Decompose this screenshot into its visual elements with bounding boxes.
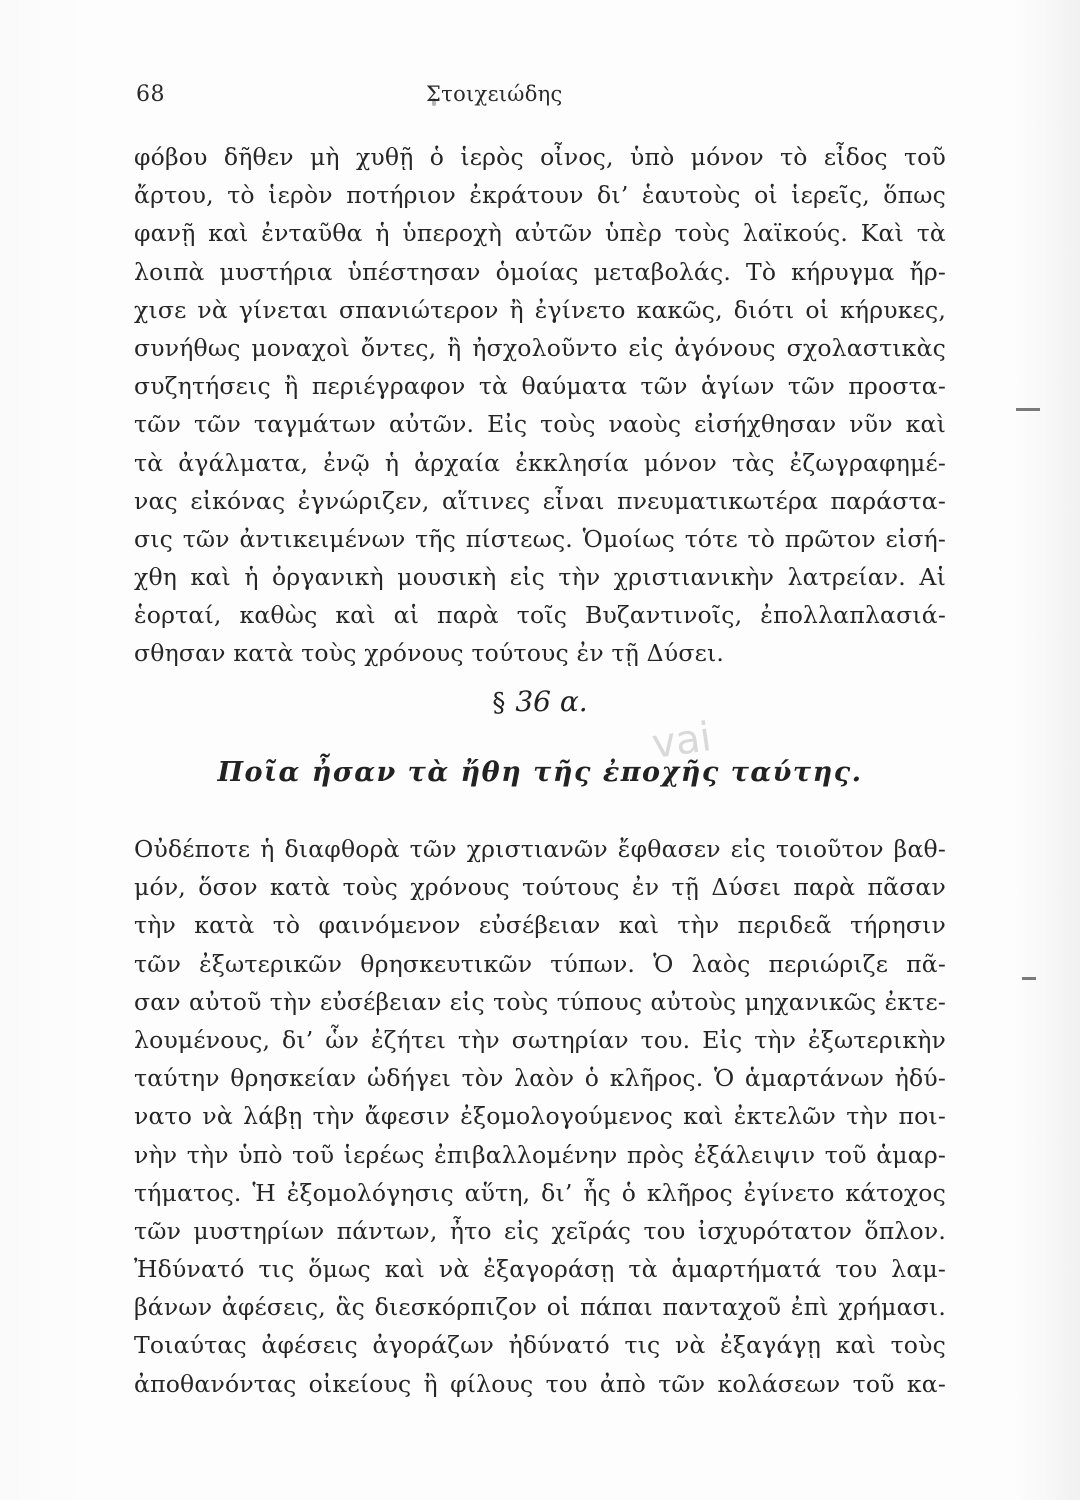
page-number: 68 [136, 82, 165, 107]
text-line: φανῇ καὶ ἐνταῦθα ἡ ὑπεροχὴ αὐτῶν ὑπὲρ τοὺς λαϊκούς. Καὶ τὰ [134, 219, 946, 248]
text-line: τήματος. Ἡ ἐξομολόγησις αὕτη, δι’ ἧς ὁ κλῆρος ἐγίνετο κάτοχος [134, 1178, 946, 1207]
text-line: φόβου δῆθεν μὴ χυθῇ ὁ ἱερὸς οἶνος, ὑπὸ μόνον τὸ εἶδος τοῦ [134, 143, 946, 171]
text-line: χθη καὶ ἡ ὀργανικὴ μουσικὴ εἰς τὴν χριστιανικὴν λατρείαν. Αἱ [134, 563, 946, 592]
paragraph-2 [134, 830, 946, 1403]
text-line: τὴν κατὰ τὸ φαινόμενον εὐσέβειαν καὶ τὴν περιδεᾶ τήρησιν [134, 911, 946, 940]
paragraph-1 [134, 138, 946, 673]
section-title: Ποῖα ἦσαν τὰ ἤθη τῆς ἐποχῆς ταύτης. [217, 757, 863, 788]
text-line: σθησαν κατὰ τοὺς χρόνους τούτους ἐν τῇ Δύσει. [134, 639, 725, 668]
text-line: νατο νὰ λάβῃ τὴν ἄφεσιν ἐξομολογούμενος καὶ ἐκτελῶν τὴν ποι- [134, 1102, 946, 1131]
text-line: νας εἰκόνας ἐγνώριζεν, αἵτινες εἶναι πνευματικωτέρα παράστα- [134, 486, 946, 515]
text-line: ταύτην θρησκείαν ὡδήγει τὸν λαὸν ὁ κλῆρος. Ὁ ἁμαρτάνων ἠδύ- [134, 1064, 946, 1093]
text-line: Οὐδέποτε ἡ διαφθορὰ τῶν χριστιανῶν ἔφθασεν εἰς τοιοῦτον βαθ- [134, 835, 946, 863]
text-line: σαν αὐτοῦ τὴν εὐσέβειαν εἰς τοὺς τύπους αὐτοὺς μηχανικῶς ἐκτε- [134, 987, 946, 1016]
text-line: τὰ ἀγάλματα, ἐνῷ ἡ ἀρχαία ἐκκλησία μόνον τὰς ἐζωγραφημέ- [134, 448, 946, 477]
text-line: ἀποθανόντας οἰκείους ἢ φίλους του ἀπὸ τῶν κολάσεων τοῦ κα- [134, 1369, 946, 1398]
running-title: Στοιχειώδης [426, 82, 563, 106]
section-symbol: § [492, 688, 506, 718]
text-line: λουμένους, δι’ ὧν ἐζήτει τὴν σωτηρίαν του. Εἰς τὴν ἐξωτερικὴν [134, 1025, 946, 1054]
text-line: βάνων ἀφέσεις, ἃς διεσκόρπιζον οἱ πάπαι πανταχοῦ ἐπὶ χρήμασι. [134, 1293, 946, 1322]
text-line: Ἠδύνατό τις ὅμως καὶ νὰ ἐξαγοράσῃ τὰ ἁμαρτήματά του λαμ- [134, 1255, 946, 1284]
margin-mark [1016, 408, 1040, 411]
text-line: νὴν τὴν ὑπὸ τοῦ ἱερέως ἐπιβαλλομένην πρὸς ἐξάλειψιν τοῦ ἁμαρ- [134, 1140, 946, 1169]
text-line: ἄρτου, τὸ ἱερὸν ποτήριον ἐκράτουν δι’ ἑαυτοὺς οἱ ἱερεῖς, ὅπως [134, 181, 946, 210]
text-line: συνήθως μοναχοὶ ὄντες, ἢ ἠσχολοῦντο εἰς ἀγόνους σχολαστικὰς [134, 333, 946, 362]
margin-mark [1022, 977, 1036, 980]
text-line: σις τῶν ἀντικειμένων τῆς πίστεως. Ὁμοίως τότε τὸ πρῶτον εἰσή- [134, 524, 946, 553]
text-line: τῶν τῶν ταγμάτων αὐτῶν. Εἰς τοὺς ναοὺς εἰσήχθησαν νῦν καὶ [134, 410, 946, 439]
text-line: χισε νὰ γίνεται σπανιώτερον ἢ ἐγίνετο κακῶς, διότι οἱ κήρυκες, [134, 295, 946, 324]
text-line: λοιπὰ μυστήρια ὑπέστησαν ὁμοίας μεταβολάς. Τὸ κήρυγμα ἤρ- [134, 257, 946, 286]
text-line: μόν, ὅσον κατὰ τοὺς χρόνους τούτους ἐν τῇ Δύσει παρὰ πᾶσαν [134, 873, 946, 902]
text-line: τῶν μυστηρίων πάντων, ἦτο εἰς χεῖράς του ἰσχυρότατον ὅπλον. [134, 1216, 946, 1245]
text-line: Τοιαύτας ἀφέσεις ἀγοράζων ἠδύνατό τις νὰ ἐξαγάγῃ καὶ τοὺς [134, 1331, 946, 1360]
text-line: τῶν ἐξωτερικῶν θρησκευτικῶν τύπων. Ὁ λαὸς περιώριζε πᾶ- [134, 949, 946, 978]
pencil-annotation: vai [649, 714, 715, 768]
section-number-value: 36 α. [515, 685, 588, 718]
section-number [0, 685, 1080, 718]
text-line: ἑορταί, καθὼς καὶ αἱ παρὰ τοῖς Βυζαντινοῖς, ἐπολλαπλασιά- [134, 601, 946, 630]
text-line: συζητήσεις ἢ περιέγραφον τὰ θαύματα τῶν ἁγίων τῶν προστα- [134, 372, 946, 401]
page-header [136, 82, 946, 112]
